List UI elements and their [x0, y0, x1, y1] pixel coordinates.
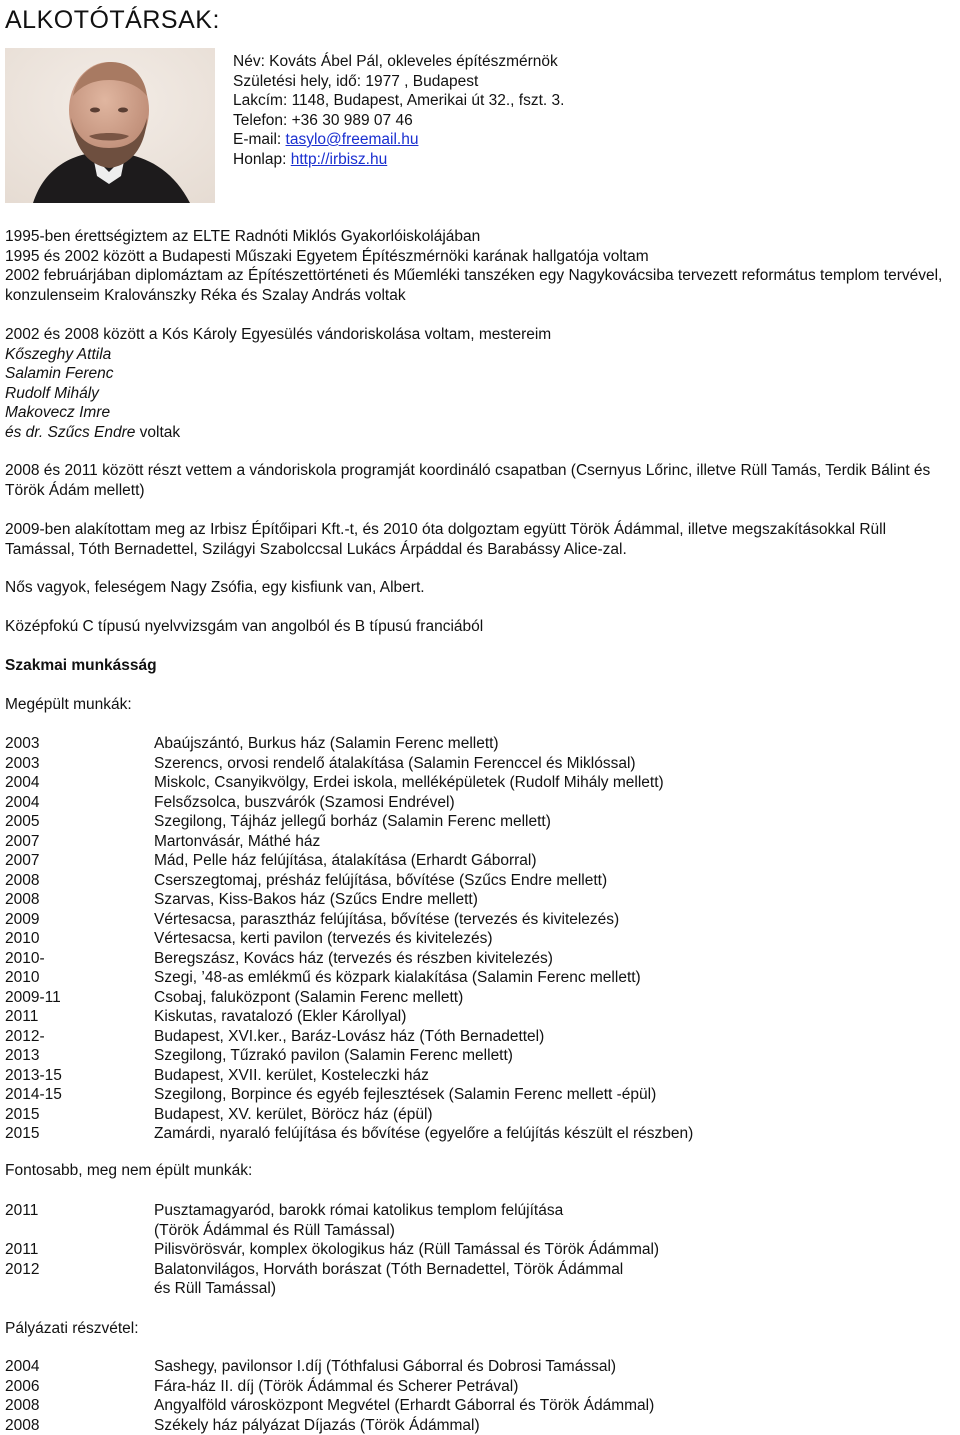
- work-year: 2009: [5, 910, 40, 928]
- school-paragraph: [5, 325, 954, 442]
- work-description: Martonvásár, Máthé ház: [154, 832, 321, 850]
- master-name: és dr. Szűcs Endre: [5, 423, 136, 441]
- coordination-paragraph: 2008 és 2011 között részt vettem a vándoriskola programját koordináló csapatban (Csernyus Lőrinc, illetve Rüll Tamás, Terdik Bálint és Török Ádám mellett): [5, 462, 931, 499]
- work-description: Budapest, XVI.ker., Baráz-Lovász ház (Tóth Bernadettel): [154, 1027, 545, 1045]
- work-description: Szegilong, Tűzrakó pavilon (Salamin Ferenc mellett): [154, 1047, 513, 1064]
- master-name: Kőszeghy Attila: [5, 345, 112, 363]
- language-paragraph: Középfokú C típusú nyelvvizsgám van angolból és B típusú franciából: [5, 618, 484, 635]
- work-description: Beregszász, Kovács ház (tervezés és részben kivitelezés): [154, 949, 553, 967]
- work-year: 2008: [5, 871, 40, 889]
- work-description: Fára-ház II. díj (Török Ádámmal és Scherer Petrával): [154, 1377, 519, 1395]
- work-description: Balatonvilágos, Horváth borászat (Tóth Bernadettel, Török Ádámmal: [154, 1260, 624, 1278]
- work-year: 2010: [5, 930, 40, 947]
- work-description: Vértesacsa, kerti pavilon (tervezés és kivitelezés): [154, 930, 493, 947]
- work-description: Szegilong, Tájház jellegű borház (Salamin Ferenc mellett): [154, 813, 551, 830]
- work-description: Vértesacsa, parasztház felújítása, bővítése (tervezés és kivitelezés): [154, 910, 620, 928]
- page-title: ALKOTÓTÁRSAK:: [5, 6, 220, 34]
- birth-line: Születési hely, idő: 1977 , Budapest: [233, 72, 479, 90]
- built-works-label: Megépült munkák:: [5, 696, 132, 713]
- work-year: 2005: [5, 813, 40, 830]
- personal-info: [233, 52, 564, 169]
- work-year: 2011: [5, 1202, 39, 1219]
- work-description: Budapest, XV. kerület, Böröcz ház (épül): [154, 1105, 433, 1123]
- work-year: 2015: [5, 1105, 40, 1123]
- work-year: 2007: [5, 832, 40, 850]
- work-description: Pilisvörösvár, komplex ökologikus ház (Rüll Tamással és Török Ádámmal): [154, 1241, 660, 1258]
- company-paragraph: 2009-ben alakítottam meg az Irbisz Építőipari Kft.-t, és 2010 óta dolgoztam együtt Török Ádámmal, illetve megszakításokkal Rüll Tamással, Tóth Bernadettel, Szilágyi Szabolccsal Lukács Árpáddal és Barabássy Alice-zal.: [5, 521, 887, 558]
- email-line: [233, 130, 564, 150]
- work-description: Sashegy, pavilonsor I.díj (Tóthfalusi Gáborral és Dobrosi Tamással): [154, 1358, 617, 1375]
- work-description: Cserszegtomaj, présház felújítása, bővítése (Szűcs Endre mellett): [154, 871, 608, 889]
- work-year: 2004: [5, 793, 40, 811]
- education-line: 1995-ben érettségiztem az ELTE Radnóti Miklós Gyakorlóiskolájában: [5, 228, 481, 245]
- work-year: 2006: [5, 1377, 40, 1395]
- work-description: Abaújszántó, Burkus ház (Salamin Ferenc mellett): [154, 735, 499, 752]
- work-description: Szarvas, Kiss-Bakos ház (Szűcs Endre mellett): [154, 891, 478, 908]
- website-link[interactable]: http://irbisz.hu: [290, 150, 388, 168]
- competitions-label: Pályázati részvétel:: [5, 1320, 139, 1337]
- work-year: 2008: [5, 1397, 40, 1414]
- education-line: 1995 és 2002 között a Budapesti Műszaki Egyetem Építészmérnöki karának hallgatója voltam: [5, 247, 649, 265]
- school-closing: [5, 423, 954, 443]
- work-year: 2004: [5, 774, 40, 791]
- work-description: Budapest, XVII. kerület, Kosteleczki ház: [154, 1066, 429, 1084]
- work-year: 2013: [5, 1047, 40, 1064]
- work-description: Miskolc, Csanyikvölgy, Erdei iskola, melléképületek (Rudolf Mihály mellett): [154, 774, 664, 791]
- work-year: 2011: [5, 1008, 39, 1025]
- work-year: 2014-15: [5, 1086, 62, 1103]
- section-title: Szakmai munkásság: [5, 657, 157, 674]
- work-year: 2008: [5, 1416, 40, 1434]
- name-line: Név: Kováts Ábel Pál, okleveles építészmérnök: [233, 53, 558, 70]
- work-description: Zamárdi, nyaraló felújítása és bővítése (egyelőre a felújítás készült el részben): [154, 1125, 694, 1142]
- website-label: Honlap:: [233, 150, 291, 168]
- address-line: Lakcím: 1148, Budapest, Amerikai út 32., fszt. 3.: [233, 92, 565, 109]
- work-description: Angyalföld városközpont Megvétel (Erhardt Gáborral és Török Ádámmal): [154, 1397, 655, 1414]
- work-description: Székely ház pályázat Díjazás (Török Ádámmal): [154, 1416, 480, 1434]
- work-year: 2004: [5, 1358, 40, 1375]
- work-year: 2009-11: [5, 988, 61, 1006]
- work-description: (Török Ádámmal és Rüll Tamással): [154, 1221, 395, 1239]
- education-paragraph: [5, 227, 954, 305]
- email-label: E-mail:: [233, 131, 286, 148]
- work-year: 2010: [5, 969, 40, 986]
- work-description: Szerencs, orvosi rendelő átalakítása (Salamin Ferenccel és Miklóssal): [154, 754, 636, 772]
- work-description: Felsőzsolca, buszvárók (Szamosi Endrével): [154, 793, 455, 811]
- family-paragraph: Nős vagyok, feleségem Nagy Zsófia, egy kisfiunk van, Albert.: [5, 579, 425, 596]
- portrait-photo: [5, 48, 215, 203]
- phone-line: Telefon: +36 30 989 07 46: [233, 111, 413, 129]
- education-line: 2002 februárjában diplomáztam az Építészettörténeti és Műemléki tanszéken egy Nagykovácsiba tervezett református templom tervével, konzulenseim Kralovánszky Réka és Szalay András voltak: [5, 267, 943, 304]
- work-year: 2003: [5, 754, 40, 772]
- website-line: [233, 150, 564, 170]
- master-name: Rudolf Mihály: [5, 384, 99, 402]
- work-description: és Rüll Tamással): [154, 1280, 277, 1297]
- work-description: Csobaj, faluközpont (Salamin Ferenc mellett): [154, 988, 464, 1006]
- work-year: 2012-: [5, 1027, 45, 1045]
- email-link[interactable]: tasylo@freemail.hu: [285, 131, 419, 148]
- school-intro: 2002 és 2008 között a Kós Károly Egyesülés vándoriskolása voltam, mestereim: [5, 326, 552, 343]
- work-year: 2013-15: [5, 1066, 62, 1084]
- work-year: 2008: [5, 891, 40, 908]
- work-year: 2015: [5, 1125, 40, 1142]
- work-year: 2011: [5, 1241, 39, 1258]
- school-tail: voltak: [135, 423, 181, 441]
- work-year: 2010-: [5, 949, 45, 967]
- work-year: 2003: [5, 735, 40, 752]
- work-description: Szegilong, Borpince és egyéb fejlesztések (Salamin Ferenc mellett -épül): [154, 1086, 657, 1103]
- work-description: Szegi, ’48-as emlékmű és közpark kialakítása (Salamin Ferenc mellett): [154, 969, 641, 986]
- master-name: Salamin Ferenc: [5, 365, 114, 382]
- work-year: 2007: [5, 852, 40, 869]
- work-description: Mád, Pelle ház felújítása, átalakítása (Erhardt Gáborral): [154, 852, 537, 869]
- work-year: 2012: [5, 1260, 40, 1278]
- unbuilt-works-label: Fontosabb, meg nem épült munkák:: [5, 1162, 253, 1179]
- work-description: Kiskutas, ravatalozó (Ekler Károllyal): [154, 1008, 407, 1025]
- master-name: Makovecz Imre: [5, 404, 111, 421]
- work-description: Pusztamagyaród, barokk római katolikus templom felújítása: [154, 1202, 564, 1219]
